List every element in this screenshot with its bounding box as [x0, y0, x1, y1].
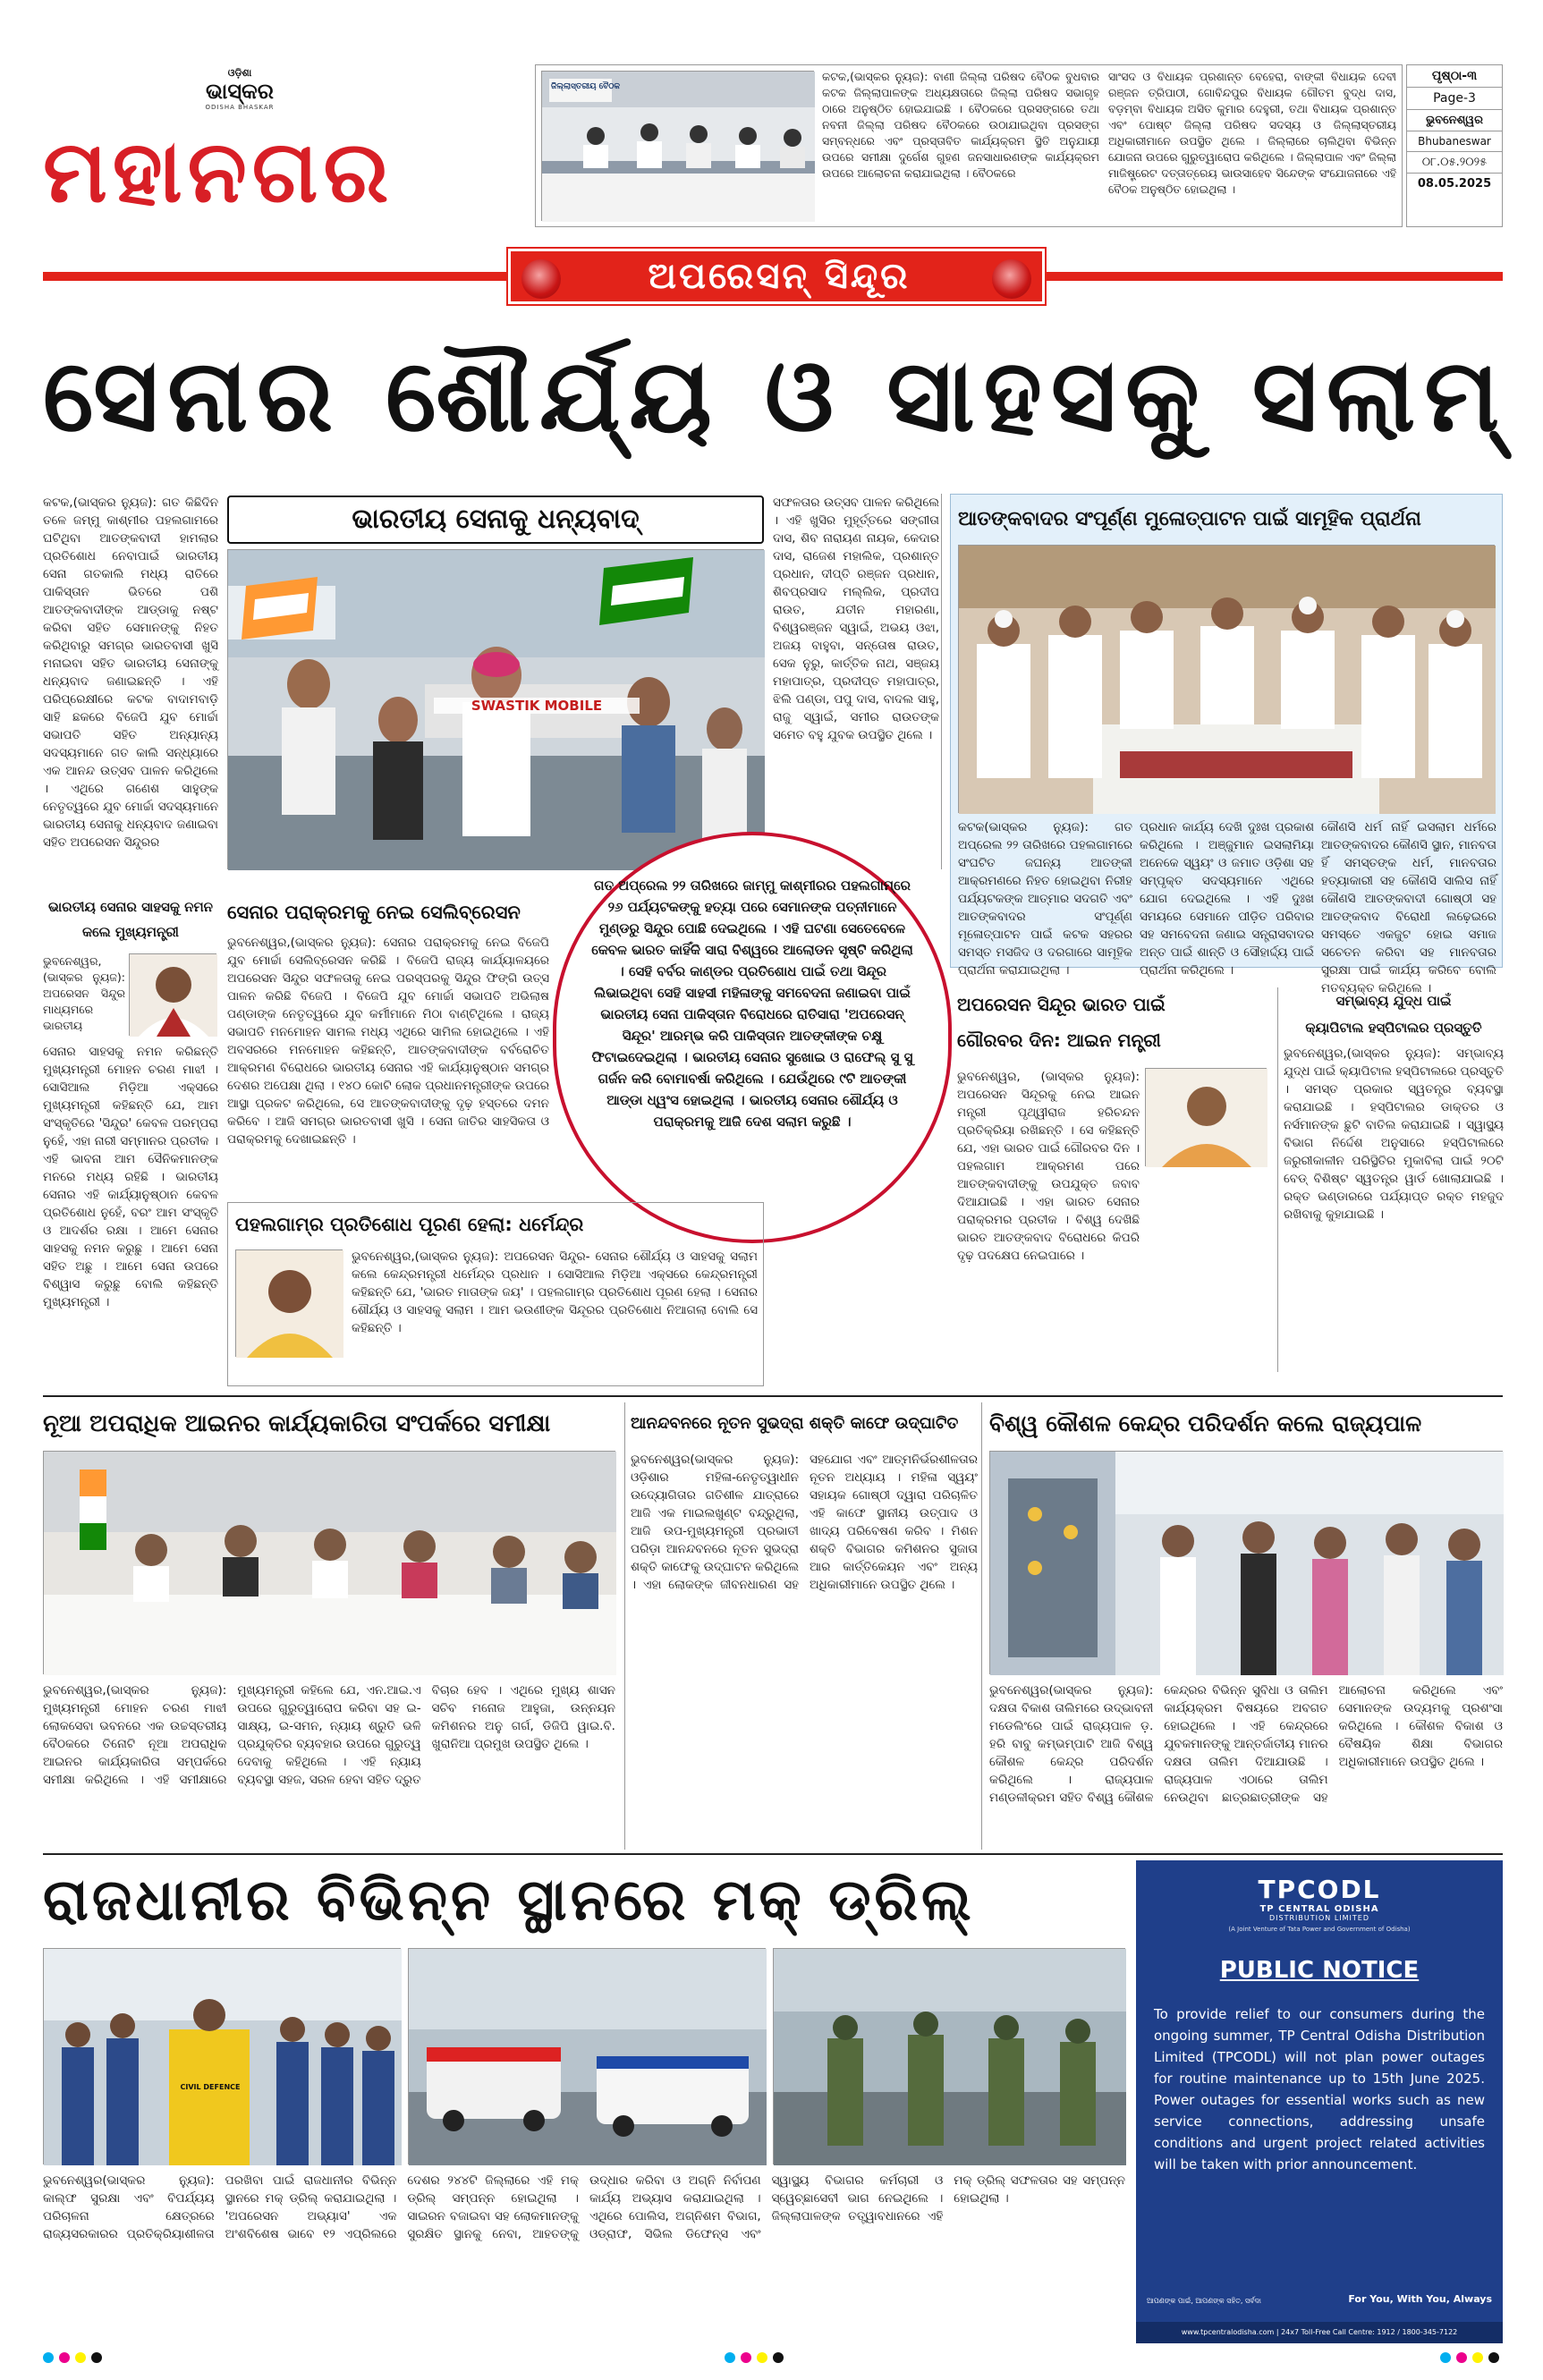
prayer-photo: [958, 545, 1495, 813]
law-title-line1: ଅପରେସନ ସିନ୍ଦୂର ଭାରତ ପାଇଁ: [957, 994, 1166, 1015]
dharmendra-title: ପହଲଗାମ୍‌ର ପ୍ରତିଶୋଧ ପୂରଣ ହେଲା: ଧର୍ମେନ୍ଦ୍ର: [235, 1214, 584, 1235]
cm-title: ଭାରତୀୟ ସେନାର ସାହସକୁ ନମନ କଲେ ମୁଖ୍ୟମନ୍ତ୍ରୀ: [47, 899, 214, 940]
top-story: [535, 64, 1403, 227]
public-notice-body: To provide relief to our consumers during the ongoing summer, TP Central Odisha Distribution Limited (TPCODL) will not plan power outages for routine maintenance up to 15th June 2025. Power outages for essential works such as new service connections, addressing unsafe conditions and urgent project related activities will be taken with prior announcement.: [1154, 2006, 1485, 2172]
law-photo: [1145, 1068, 1267, 1166]
celebration-story: [227, 894, 554, 1190]
date-en: 08.05.2025: [1417, 177, 1492, 191]
celebration-body: ଭୁବନେଶ୍ୱର,(ଭାସ୍କର ନ୍ୟୁଜ): ସେନାର ପରାକ୍ରମକୁ ନେଇ ବିଜେପି ଯୁବ ମୋର୍ଚ୍ଚା ସେଲିବ୍ରେସନ କରିଛି । ବିଜେପି ରାଜ୍ୟ କାର୍ଯ୍ୟାଳୟରେ ଅପରେସନ ସିନ୍ଦୁର ସଫଳତାକୁ ନେଇ ପରସ୍ପରକୁ ସିନ୍ଦୁର ଫିଙ୍ଗି ଉତ୍ସ ପାଳନ କରିଛି ବିଜେପି । ବିଜେପି ଯୁବ ମୋର୍ଚ୍ଚା ସଭାପତି ଅଭିଲାଷ ପଣ୍ଡାଙ୍କ ନେତୃତ୍ୱରେ ଯୁବ କର୍ମୀମାନେ ମିଠା ବାଣ୍ଟିଥିଲେ । ରାଜ୍ୟ ସଭାପତି ମନମୋହନ ସାମଲ ମଧ୍ୟ ଏଥିରେ ସାମିଲ ହୋଇଥିଲେ । ଏହି ଅବସରରେ ମନମୋହନ କହିଛନ୍ତି, ଆତଙ୍କବାଦୀଙ୍କ ବର୍ବରୋଚିତ ଆକ୍ରମଣ ବିରୋଧରେ ଭାରତୀୟ ସେନାର ଏହି କାର୍ଯ୍ୟାନୁଷ୍ଠାନ ସମଗ୍ର ଦେଶର ଅପେକ୍ଷା ଥିଲା । ୧୪୦ କୋଟି ଲୋକ ପ୍ରଧାନମନ୍ତ୍ରୀଙ୍କ ଉପରେ ଆସ୍ଥା ପ୍ରକଟ କରିଥିଲେ, ସେ ଆତଙ୍କବାଦୀଙ୍କୁ ଦୃଢ଼ ହସ୍ତରେ ଦମନ କରିବେ । ଆଜି ସମଗ୍ର ଭାରତବାସୀ ଖୁସି । ସେନା ଜାତିର ସାହସିକତା ଓ ପରାକ୍ରମକୁ ଦେଖାଇଛନ୍ତି ।: [227, 936, 554, 1147]
hospital-body: ଭୁବନେଶ୍ୱର,(ଭାସ୍କର ନ୍ୟୁଜ): ସମ୍ଭାବ୍ୟ ଯୁଦ୍ଧ ପାଇଁ କ୍ୟାପିଟାଲ ହସ୍ପିଟାଲରେ ପ୍ରସ୍ତୁତି । ସମସ୍ତ ପ୍ରକାର ସ୍ୱତନ୍ତ୍ର ବ୍ୟବସ୍ଥା କରାଯାଇଛି । ହସ୍ପିଟାଲର ଡାକ୍ତର ଓ ନର୍ସମାନଙ୍କ ଛୁଟି ବାତିଲ କରାଯାଇଛି । ସ୍ୱାସ୍ଥ୍ୟ ବିଭାଗ ନିର୍ଦ୍ଦେଶ ଅନୁସାରେ ହସ୍ପିଟାଲରେ ଜରୁରୀକାଳୀନ ପରିସ୍ଥିତିର ମୁକାବିଲା ପାଇଁ ୨୦ଟି ବେଡ୍ ବିଶିଷ୍ଟ ସ୍ୱତନ୍ତ୍ର ୱାର୍ଡ ଖୋଲାଯାଇଛି । ରକ୍ତ ଭଣ୍ଡାରରେ ପର୍ଯ୍ୟାପ୍ତ ରକ୍ତ ମହଜୁଦ ରଖିବାକୁ କୁହାଯାଇଛି ।: [1284, 1046, 1508, 1222]
tpcodl-logo: [1136, 1875, 1503, 1933]
civil-defence-photo: [44, 1949, 402, 2165]
mock-drill-photo-1: [43, 1948, 401, 2164]
skill-centre-photo: [990, 1452, 1504, 1675]
cm-photo: [129, 953, 216, 1036]
top-story-col2: ସାଂସଦ ଓ ବିଧାୟକ ପ୍ରଶାନ୍ତ ବେହେରା, ବାଙ୍କୀ ବିଧାୟକ ଦେବୀ ରଞ୍ଜନ ତ୍ରିପାଠୀ, ଗୋବିନ୍ଦପୁର ବିଧାୟକ ଗୌତମ ବୁଦ୍ଧ ଦାସ, ବଡ଼ମ୍ବା ବିଧାୟକ ଅସିତ କୁମାର ଦେହୁରୀ, ତଥା ବିଧାୟକ ପ୍ରଶାନ୍ତ ଏବଂ ପୋଷ୍ଟ ଜିଲ୍ଲା ପରିଷଦ ସଦସ୍ୟ ଓ ଜିଲ୍ଲାସ୍ତରୀୟ ଅଧିକାରୀମାନେ ଉପସ୍ଥିତ ଥିଲେ । ଜିଲ୍ଲାରେ ଚାଲିଥିବା ବିଭିନ୍ନ ଯୋଜନା ଉପରେ ଗୁରୁତ୍ୱାରୋପ କରିଥିଲେ । ଜିଲ୍ଲାପାଳ ଏବଂ ଜିଲ୍ଲା ମାଜିଷ୍ଟ୍ରେଟ ଦତ୍ତାତ୍ରେୟ ଭାଉସାହେବ ସିନ୍ଦେଙ୍କ ସଂଯୋଜନାରେ ଏହି ବୈଠକ ଅନୁଷ୍ଠିତ ହୋଇଥିଲା ।: [1108, 70, 1400, 196]
mock-drill-photo-2: [408, 1948, 766, 2164]
page-en: Page-3: [1407, 88, 1502, 110]
governor-body: ଭୁବନେଶ୍ୱର(ଭାସ୍କର ନ୍ୟୁଜ): ଦକ୍ଷତା ବିକାଶ ତାଲିମରେ ଉଦ୍ଭାବନୀ ମଡେଲିଂରେ ପାଇଁ ରାଜ୍ୟପାଳ ଡ଼. ହରି ବାବୁ କମ୍ଭମ୍ପାଟି ଆଜି ବିଶ୍ୱ କୌଶଳ କେନ୍ଦ୍ର ପରିଦର୍ଶନ କରିଥିଲେ । ରାଜ୍ୟପାଳ ମଣ୍ଡଳୀକ୍ରମ ସହିତ ବିଶ୍ୱ କୌଶଳ କେନ୍ଦ୍ରର ବିଭିନ୍ନ ସୁବିଧା ଓ ତାଲିମ କାର୍ଯ୍ୟକ୍ରମ ବିଷୟରେ ଅବଗତ ହୋଇଥିଲେ । ଏହି କେନ୍ଦ୍ରରେ ଯୁବକମାନଙ୍କୁ ଆନ୍ତର୍ଜାତୀୟ ମାନର ଦକ୍ଷତା ତାଲିମ ଦିଆଯାଉଛି । ରାଜ୍ୟପାଳ ଏଠାରେ ତାଲିମ ନେଉଥିବା ଛାତ୍ରଛାତ୍ରୀଙ୍କ ସହ ଆଲୋଚନା କରିଥିଲେ ଏବଂ ସେମାନଙ୍କ ଉଦ୍ୟମକୁ ପ୍ରଶଂସା କରିଥିଲେ । କୌଶଳ ବିକାଶ ଓ ବୈଷୟିକ ଶିକ୍ଷା ବିଭାଗର ଅଧିକାରୀମାନେ ଉପସ୍ଥିତ ଥିଲେ ।: [989, 1683, 1507, 1805]
brand-small: ଓଡ଼ିଶା: [227, 67, 252, 79]
hospital-title-line1: ସମ୍ଭାବ୍ୟ ଯୁଦ୍ଧ ପାଇଁ: [1335, 993, 1452, 1009]
city-odia: ଭୁବନେଶ୍ୱର: [1407, 110, 1502, 131]
brand-sub: ODISHA BHASKAR: [205, 104, 275, 111]
meeting-photo: [542, 72, 815, 222]
criminal-law-story: [43, 1402, 620, 1850]
prayer-col2: ପ୍ରଧାନ କାର୍ଯ୍ୟ ଦେଖି ଦୁଃଖ ପ୍ରକାଶ କରିଥିଲେ । ଅଞ୍ଜୁମାନ ଇସଲାମିୟା ଅନେକେ ସ୍ୱୟଂ ଓ ଜମାତ ଓଡ଼ିଶା ସହ ସମ୍ପୃକ୍ତ ସଦସ୍ୟମାନେ ଏଥିରେ ଯୋଗ ଦେଇଥିଲେ । ଏହି ଦୁଃଖ ସମୟରେ ସେମାନେ ପୀଡ଼ିତ ପରିବାର ସହ ସମବେଦନା ଜଣାଇ ସନ୍ତ୍ରାସବାଦର ଅନ୍ତ ପାଇଁ ଶାନ୍ତି ଓ ସୌହାର୍ଦ୍ଦ୍ୟ ପାଇଁ ପ୍ରାର୍ଥନା କରିଥିଲେ ।: [1140, 820, 1318, 978]
cm-portrait: [130, 954, 217, 1037]
brand-name: ଭାସ୍କର: [206, 79, 274, 104]
registration-marks-center: [725, 2352, 784, 2363]
governor-photo: [989, 1451, 1503, 1674]
ad-footer: www.tpcentralodisha.com | 24x7 Toll-Free Call Centre: 1912 / 1800-345-7122: [1136, 2322, 1503, 2343]
cafe-story: [624, 1402, 982, 1850]
soldiers-photo: [774, 1949, 1126, 2165]
ad-tagline-odia: ଆପଣଙ୍କ ପାଇଁ, ଆପଣଙ୍କ ସହିତ, ସର୍ବଦା: [1147, 2297, 1261, 2305]
cafe-title: ଆନନ୍ଦବନରେ ନୂତନ ସୁଭଦ୍ରା ଶକ୍ତି କାଫେ ଉଦ୍‌ଘାଟିତ: [631, 1414, 959, 1433]
review-meeting-photo: [44, 1452, 616, 1675]
public-notice-heading: PUBLIC NOTICE: [1219, 1957, 1420, 1984]
dharmendra-story: [227, 1202, 764, 1386]
banner-label-box: [508, 249, 1045, 304]
prayer-col1: କଟକ(ଭାସ୍କର ନ୍ୟୁଜ): ଗତ ଅପ୍ରେଲ ୨୨ ତାରିଖରେ ପହଲଗାମରେ ସଂଘଟିତ ଜଘନ୍ୟ ଆତଙ୍କୀ ଆକ୍ରମଣରେ ନିହତ ହୋଇଥିବା ନିରୀହ ପର୍ଯ୍ୟଟକଙ୍କ ଆତ୍ମାର ସଦଗତି ଏବଂ ଆତଙ୍କବାଦର ସଂପୂର୍ଣ୍ଣ ମୂଳୋତ୍ପାଟନ ପାଇଁ କଟକ ସହରର ସମସ୍ତ ମସଜିଦ ଓ ଦରଗାରେ ସାମୂହିକ ପ୍ରାର୍ଥନା କରାଯାଇଥିଲା ।: [958, 820, 1137, 978]
masthead: [43, 64, 526, 227]
center-highlight-box: [553, 832, 952, 1243]
mock-drill-photo-3: [773, 1948, 1125, 2164]
shop-sign: SWASTIK MOBILE: [434, 698, 640, 714]
celebration-title: ସେନାର ପରାକ୍ରମକୁ ନେଇ ସେଲିବ୍ରେସନ: [227, 902, 521, 923]
dharmendra-portrait: [236, 1250, 343, 1358]
tpcodl-ad: [1136, 1860, 1503, 2343]
cafe-body: ଭୁବନେଶ୍ୱର(ଭାସ୍କର ନ୍ୟୁଜ): ଓଡ଼ିଶାର ମହିଳା-ନେତୃତ୍ୱାଧୀନ ଉଦ୍ୟୋଗିତାର ଗତିଶୀଳ ଯାତ୍ରାରେ ଆଜି ଏକ ମାଇଲଖୁଣ୍ଟ ବନ୍ଦ୍ରୁଥିଲା, ଆଜି ଉପ-ମୁଖ୍ୟମନ୍ତ୍ରୀ ପ୍ରଭାତୀ ପରିଡ଼ା ଆନନ୍ଦବନରେ ନୂତନ ସୁଭଦ୍ରା ଶକ୍ତି କାଫେକୁ ଉଦ୍‌ଘାଟନ କରିଥିଲେ । ଏହା ଲୋକଙ୍କ ଜୀବନଧାରଣ ସହ ସହଯୋଗ ଏବଂ ଆତ୍ମନିର୍ଭରଶୀଳତାର ନୂତନ ଅଧ୍ୟାୟ । ମହିଳା ସ୍ୱୟଂ ସହାୟକ ଗୋଷ୍ଠୀ ଦ୍ୱାରା ପରିଚାଳିତ ଏହି କାଫେ ସ୍ଥାନୀୟ ଉତ୍ପାଦ ଓ ଖାଦ୍ୟ ପରିବେଷଣ କରିବ । ମିଶନ ଶକ୍ତି ବିଭାଗର କମିଶନର ସୁଜାତା ଆର କାର୍ତ୍ତିକେୟନ ଏବଂ ଅନ୍ୟ ଅଧିକାରୀମାନେ ଉପସ୍ଥିତ ଥିଲେ ।: [631, 1453, 982, 1592]
governor-story: [989, 1402, 1507, 1850]
dharmendra-body: ଭୁବନେଶ୍ୱର,(ଭାସ୍କର ନ୍ୟୁଜ): ଅପରେସନ ସିନ୍ଦୁର- ସେନାର ଶୌର୍ଯ୍ୟ ଓ ସାହସକୁ ସଲାମ କଲେ କେନ୍ଦ୍ରମନ୍ତ୍ରୀ ଧର୍ମେନ୍ଦ୍ର ପ୍ରଧାନ । ସୋସିଆଲ ମିଡ଼ିଆ ଏକ୍ସରେ କେନ୍ଦ୍ରମନ୍ତ୍ରୀ କହିଛନ୍ତି ଯେ, 'ଭାରତ ମାତାଙ୍କ ଜୟ' । ପହଲଗାମ୍‌ର ପ୍ରତିଶୋଧ ପୂରଣ ହେଲା । ସେନାର ଶୌର୍ଯ୍ୟ ଓ ସାହସକୁ ସଲାମ । ଆମ ଭଉଣୀଙ୍କ ସିନ୍ଦୂରର ପ୍ରତିଶୋଧ ନିଆଗଲା ବୋଲି ସେ କହିଛନ୍ତି ।: [352, 1249, 762, 1335]
prayer-col3: କୌଣସି ଧର୍ମ ନାହିଁ ଇସଲାମ ଧର୍ମରେ ଆତଙ୍କବାଦର କୌଣସି ସ୍ଥାନ, ମାନବତା ହିଁ ସମସ୍ତଙ୍କ ଧର୍ମ, ମାନବତାର ହତ୍ୟାକାରୀ ସହ କୌଣସି ସାଲିସ ନାହିଁ କୌଣସି ଆତଙ୍କବାଦୀ ଗୋଷ୍ଠୀ ସହ ଆତଙ୍କବାଦ ବିରୋଧୀ ଲଢ଼େଇରେ ସମସ୍ତେ ଏକଜୁଟ ହୋଇ ସମାଜ ସଚେତନ କରିବା ସହ ମାନବତାର ସୁରକ୍ଷା ପାଇଁ କାର୍ଯ୍ୟ କରିବେ ବୋଲି ମତବ୍ୟକ୍ତ କରିଥିଲେ ।: [1321, 820, 1501, 995]
prayer-story: [950, 494, 1503, 995]
tpcodl-logo-sub: TP CENTRAL ODISHA: [1259, 1904, 1379, 1914]
date-odia: ୦୮.୦୫.୨୦୨୫: [1407, 152, 1502, 174]
governor-title: ବିଶ୍ୱ କୌଶଳ କେନ୍ଦ୍ର ପରିଦର୍ଶନ କଲେ ରାଜ୍ୟପାଳ: [989, 1410, 1422, 1436]
law-title-line2: ଗୌରବର ଦିନ: ଆଇନ ମନ୍ତ୍ରୀ: [957, 1029, 1161, 1051]
ad-tagline-en: For You, With You, Always: [1348, 2293, 1492, 2305]
registration-marks-left: [43, 2352, 102, 2363]
cm-story: [43, 894, 223, 1395]
banner-label: ଅପରେସନ୍ ସିନ୍ଦୂର: [648, 256, 911, 297]
cm-lead: ଭୁବନେଶ୍ୱର, (ଭାସ୍କର ନ୍ୟୁଜ): ଅପରେସନ ସିନ୍ଦୁର ମାଧ୍ୟମରେ ଭାରତୀୟ: [43, 954, 129, 1032]
tpcodl-logo-sub2: DISTRIBUTION LIMITED: [1269, 1914, 1369, 1922]
tpcodl-logo-text: TPCODL: [1258, 1875, 1381, 1904]
photo-banner-text: ଜିଲ୍ଲାସ୍ତରୀୟ ବୈଠକ: [551, 82, 620, 91]
tpcodl-jv: (A Joint Venture of Tata Power and Government of Odisha): [1228, 1926, 1411, 1933]
cm-body: ସେନାର ସାହସକୁ ନମନ କରିଛନ୍ତି ମୁଖ୍ୟମନ୍ତ୍ରୀ ମୋହନ ଚରଣ ମାଝୀ । ସୋସିଆଲ ମିଡ଼ିଆ ଏକ୍ସରେ ମୁଖ୍ୟମନ୍ତ୍ରୀ କହିଛନ୍ତି ଯେ, ଆମ ସଂସ୍କୃତିରେ 'ସିନ୍ଦୁର' କେବଳ ପରମ୍ପରା ନୁହେଁ, ଏହା ନାରୀ ସମ୍ମାନର ପ୍ରତୀକ । ଏହି ଭାବନା ଆମ ସୈନିକମାନଙ୍କ ମନରେ ମଧ୍ୟ ରହିଛି । ଭାରତୀୟ ସେନାର ଏହି କାର୍ଯ୍ୟାନୁଷ୍ଠାନ କେବଳ ପ୍ରତିଶୋଧ ନୁହେଁ, ବରଂ ଆମ ସଂସ୍କୃତି ଓ ଆଦର୍ଶର ରକ୍ଷା । ଆମେ ସେନାର ସାହସକୁ ନମନ କରୁଛୁ । ଆମେ ସେନା ସହିତ ଅଛୁ । ଆମେ ସେନା ଉପରେ ବିଶ୍ୱାସ କରୁଛୁ ବୋଲି କହିଛନ୍ତି ମୁଖ୍ୟମନ୍ତ୍ରୀ ।: [43, 1045, 223, 1309]
criminal-law-body: ଭୁବନେଶ୍ୱର,(ଭାସ୍କର ନ୍ୟୁଜ): ମୁଖ୍ୟମନ୍ତ୍ରୀ ମୋହନ ଚରଣ ମାଝୀ ଲୋକସେବା ଭବନରେ ଏକ ଉଚ୍ଚସ୍ତରୀୟ ବୈଠକରେ ତିନୋଟି ନୂଆ ଅପରାଧିକ ଆଇନର କାର୍ଯ୍ୟକାରିତା ସମ୍ପର୍କରେ ସମୀକ୍ଷା କରିଥିଲେ । ଏହି ସମୀକ୍ଷାରେ ମୁଖ୍ୟମନ୍ତ୍ରୀ କହିଲେ ଯେ, ଏନ.ଆଇ.ଏ ଉପରେ ଗୁରୁତ୍ୱାରୋପ କରିବା ସହ ଇ-ସାକ୍ଷ୍ୟ, ଇ-ସମନ, ନ୍ୟାୟ ଶ୍ରୁତି ଭଳି ପ୍ରଯୁକ୍ତିର ବ୍ୟବହାର ଉପରେ ଗୁରୁତ୍ୱ ଦେବାକୁ କହିଥିଲେ । ଏହି ନ୍ୟାୟ ବ୍ୟବସ୍ଥା ସହଜ, ସରଳ ହେବା ସହିତ ଦ୍ରୁତ ବିଚାର ହେବ । ଏଥିରେ ମୁଖ୍ୟ ଶାସନ ସଚିବ ମନୋଜ ଆହୁଜା, ଉନ୍ନୟନ କମିଶନର ଅନୁ ଗର୍ଗ, ଡିଜିପି ୱାଇ.ବି. ଖୁରାନିଆ ପ୍ରମୁଖ ଉପସ୍ଥିତ ଥିଲେ ।: [43, 1683, 620, 1787]
city-en: Bhubaneswar: [1407, 131, 1502, 152]
mock-drill-story: [43, 1860, 1130, 2343]
hospital-story: [1277, 987, 1508, 1372]
minister-portrait: [1146, 1069, 1267, 1167]
law-body: ଭୁବନେଶ୍ୱର, (ଭାସ୍କର ନ୍ୟୁଜ): ଅପରେସନ ସିନ୍ଦୂରକୁ ନେଇ ଆଇନ ମନ୍ତ୍ରୀ ପୃଥ୍ୱୀରାଜ ହରିଚନ୍ଦନ ପ୍ରତିକ୍ରିୟା ରଖିଛନ୍ତି । ସେ କହିଛନ୍ତି ଯେ, ଏହା ଭାରତ ପାଇଁ ଗୌରବର ଦିନ । ପହଲଗାମ ଆକ୍ରମଣ ପରେ ଆତଙ୍କବାଦୀଙ୍କୁ ଉପଯୁକ୍ତ ଜବାବ ଦିଆଯାଇଛି । ଏହା ଭାରତ ସେନାର ପରାକ୍ରମର ପ୍ରତୀକ । ବିଶ୍ୱ ଦେଖିଛି ଭାରତ ଆତଙ୍କବାଦ ବିରୋଧରେ କିପରି ଦୃଢ଼ ପଦକ୍ଷେପ ନେଇପାରେ ।: [957, 1070, 1144, 1263]
mock-drill-body: ଭୁବନେଶ୍ୱର(ଭାସ୍କର ନ୍ୟୁଜ): କାଲ୍ଫ ସୁରକ୍ଷା ଏବଂ ବିପର୍ଯ୍ୟୟ ପରିଚାଳନା କ୍ଷେତ୍ରରେ ରାଜ୍ୟସରକାରର ପ୍ରତିକ୍ରିୟାଶୀଳତା ପରଖିବା ପାଇଁ ରାଜଧାନୀର ବିଭିନ୍ନ ସ୍ଥାନରେ ମକ୍ ଡ୍ରିଲ୍ କରାଯାଇଥିଲା । 'ଅପରେସନ ଅଭ୍ୟାସ' ଏକ ଅଂଶବିଶେଷ ଭାବେ ୧୨ ଏପ୍ରିଲରେ ଦେଶର ୨୪୪ଟି ଜିଲ୍ଲାରେ ଏହି ମକ୍ ଡ୍ରିଲ୍ ସମ୍ପନ୍ନ ହୋଇଥିଲା । ସାଇରନ ବଜାଇବା ସହ ଲୋକମାନଙ୍କୁ ସୁରକ୍ଷିତ ସ୍ଥାନକୁ ନେବା, ଆହତଙ୍କୁ ଉଦ୍ଧାର କରିବା ଓ ଅଗ୍ନି ନିର୍ବାପଣ କାର୍ଯ୍ୟ ଅଭ୍ୟାସ କରାଯାଇଥିଲା । ଏଥିରେ ପୋଲିସ, ଅଗ୍ନିଶମ ବିଭାଗ, ଓଡ୍ରାଫ, ସିଭିଲ ଡିଫେନ୍ସ ଏବଂ ସ୍ୱାସ୍ଥ୍ୟ ବିଭାଗର କର୍ମଚାରୀ ଓ ସ୍ୱେଚ୍ଛାସେବୀ ଭାଗ ନେଇଥିଲେ । ଜିଲ୍ଲାପାଳଙ୍କ ତତ୍ତ୍ୱାବଧାନରେ ଏହି ମକ୍ ଡ୍ରିଲ୍ ସଫଳତାର ସହ ସମ୍ପନ୍ନ ହୋଇଥିଲା ।: [43, 2173, 1130, 2241]
sindoor-bowl-icon: [521, 259, 561, 299]
top-story-photo: [541, 71, 814, 221]
thanks-col-left: କଟକ,(ଭାସ୍କର ନ୍ୟୁଜ): ଗତ କିଛିଦିନ ତଳେ ଜମ୍ମୁ କାଶ୍ମୀର ପହଲଗାମରେ ଘଟିଥିବା ଆତଙ୍କବାଦୀ ହାମଲାର ପ୍ରତିଶୋଧ ନେବାପାଇଁ ଭାରତୀୟ ସେନା ଗତକାଲି ମଧ୍ୟ ରାତିରେ ପାକିସ୍ତାନ ଭିତରେ ପଶି ଆତଙ୍କବାଦୀଙ୍କ ଆଡ୍ଡାକୁ ନଷ୍ଟ କରିବା ସହିତ ସେମାନଙ୍କୁ ନିହତ କରିଥିବାରୁ ସମଗ୍ର ଭାରତବାସୀ ଖୁସି ମନାଇବା ସହିତ ଭାରତୀୟ ସେନାଙ୍କୁ ଧନ୍ୟବାଦ ଜଣାଇଛନ୍ତି । ଏହି ପରିପ୍ରେକ୍ଷୀରେ କଟକ ବାଦାମବାଡ଼ି ସାହି ଛକରେ ବିଜେପି ଯୁବ ମୋର୍ଚ୍ଚା ସଭାପତି ସହିତ ଅନ୍ୟାନ୍ୟ ସଦସ୍ୟମାନେ ଗତ କାଲି ସନ୍ଧ୍ୟାରେ ଏକ ଆନନ୍ଦ ଉତ୍ସବ ପାଳନ କରିଥିଲେ । ଏଥିରେ ଗଣେଶ ସାହୁଙ୍କ ନେତୃତ୍ୱରେ ଯୁବ ମୋର୍ଚ୍ଚା ସଦସ୍ୟମାନେ ଭାରତୀୟ ସେନାକୁ ଧନ୍ୟବାଦ ଜଣାଇବା ସହିତ ଅପରେସନ ସିନ୍ଦୁରର: [43, 495, 223, 850]
thanks-title: ଭାରତୀୟ ସେନାକୁ ଧନ୍ୟବାଦ୍: [352, 504, 640, 535]
criminal-law-title: ନୂଆ ଅପରାଧିକ ଆଇନର କାର୍ଯ୍ୟକାରିତା ସଂପର୍କରେ ସମୀକ୍ଷା: [43, 1410, 551, 1437]
prayer-gathering-photo: [959, 546, 1496, 814]
mock-drill-title: ରାଜଧାନୀର ବିଭିନ୍ନ ସ୍ଥାନରେ ମକ୍ ଡ୍ରିଲ୍: [43, 1868, 975, 1934]
top-story-col1: କଟକ,(ଭାସ୍କର ନ୍ୟୁଜ): ବାଣୀ ଜିଲ୍ଲା ପରିଷଦ ବୈଠକ ବୁଧବାର କଟକ ଜିଲ୍ଲାପାଳଙ୍କ ଅଧ୍ୟକ୍ଷତାରେ ଜିଲ୍ଲା ପରିଷଦ ସଭାଗୃହ ଠାରେ ଅନୁଷ୍ଠିତ ହୋଇଯାଇଛି । ବୈଠକରେ ପ୍ରସଙ୍ଗରେ ତଥା ନବନୀ ଜିଲ୍ଲା ପରିଷଦ ବୈଠକରେ ଉଠାଯାଇଥିବା ପ୍ରସଙ୍ଗ ସମ୍ବନ୍ଧରେ ଏବଂ ପ୍ରସ୍ତାବିତ କାର୍ଯ୍ୟକ୍ରମ ସ୍ଥିତି ଅନୁଯାୟୀ ଉପରେ ସମୀକ୍ଷା ଦୁର୍ଗେଶ ଗୁହଣ ଜନସାଧାରଣଙ୍କ କାର୍ଯ୍ୟକ୍ରମ ଉପରେ ଆଲୋଚନା କରାଯାଇଥିଲା । ବୈଠକରେ: [822, 70, 1103, 180]
hospital-title-line2: କ୍ୟାପିଟାଲ ହସ୍ପିଟାଲର ପ୍ରସ୍ତୁତି: [1305, 1020, 1482, 1036]
banner-bar: [43, 249, 1503, 304]
main-headline: ସେନାର ଶୌର୍ଯ୍ୟ ଓ ସାହସକୁ ସଲାମ୍: [43, 338, 1508, 454]
sindoor-bowl-icon: [992, 259, 1031, 299]
law-minister-story: [957, 987, 1270, 1372]
masthead-title: ମହାନଗର: [43, 122, 394, 222]
dharmendra-photo: [235, 1249, 343, 1357]
thanks-title-box: [227, 495, 764, 544]
prayer-title: ଆତଙ୍କବାଦର ସଂପୂର୍ଣ୍ଣ ମୁଳୋତ୍ପାଟନ ପାଇଁ ସାମୂହିକ ପ୍ରାର୍ଥନା: [958, 508, 1421, 530]
thanks-col-right: ସଫଳତାର ଉତ୍ସବ ପାଳନ କରିଥିଲେ । ଏହି ଖୁସିର ମୁହୂର୍ତ୍ତରେ ସଙ୍ଗୀତା ଦାସ, ଶିବ ନାରାୟଣ ନାୟକ, କେଦାର ଦାସ, ରାଜେଶ ମହାଲିକ, ପ୍ରଶାନ୍ତ ପ୍ରଧାନ, ଦୀପ୍ତି ରଞ୍ଜନ ପ୍ରଧାନ, ଶିବପ୍ରସାଦ ମଲ୍ଲିକ, ପ୍ରଦୀପ ରାଉତ, ଯତୀନ ମହାରଣା, ବିଶ୍ୱରଞ୍ଜନ ସ୍ୱାଇଁ, ଅଭୟ ଓଝା, ଅଜୟ ବାହୁବା, ସନ୍ତୋଷ ରାଉତ, ସେକ ନୁରୁ, କାର୍ତ୍ତିକ ନାଥ, ସଞ୍ଜୟ ମହାପାତ୍ର, ପ୍ରଦୀପ୍ତ ମହାପାତ୍ର, ଝିଲି ପଣ୍ଡା, ପପୁ ଦାସ, ବାଦଲ ସାହୁ, ରାଜୁ ସ୍ୱାଇଁ, ସମୀର ରାଉତଙ୍କ ସମେତ ବହୁ ଯୁବକ ଉପସ୍ଥିତ ଥିଲେ ।: [773, 495, 944, 742]
thanks-story: [43, 494, 942, 869]
section-divider: [43, 1395, 1503, 1397]
thanks-photo: [227, 549, 764, 869]
criminal-law-photo: [43, 1451, 615, 1674]
brand-logo: [182, 68, 298, 120]
page-odia: ପୃଷ୍ଠା-୩: [1407, 65, 1502, 88]
center-highlight-text: ଗତ ଅପ୍ରେଲ ୨୨ ତାରିଖରେ ଜାମ୍ମୁ କାଶ୍ମୀରର ପହଲଗାମ୍‌ରେ ୨୬ ପର୍ଯ୍ୟଟକଙ୍କୁ ହତ୍ୟା ପରେ ସେମାନଙ୍କ ପତ୍ନୀମାନେ ମୁଣ୍ଡରୁ ସିନ୍ଦୁର ପୋଛି ଦେଇଥିଲେ । ଏହି ଘଟଣା ସେତେବେଳେ କେବଳ ଭାରତ କାହିଁକି ସାରା ବିଶ୍ୱରେ ଆଲୋଡନ ସୃଷ୍ଟି କରିଥିଲା । ସେହି ବର୍ବର କାଣ୍ଡର ପ୍ରତିଶୋଧ ପାଇଁ ତଥା ସିନ୍ଦୂର ଲିଭାଇଥିବା ସେହି ସାହସୀ ମହିଳାଙ୍କୁ ସମବେଦନା ଜଣାଇବା ପାଇଁ ଭାରତୀୟ ସେନା ପାକିସ୍ତାନ ବିରୋଧରେ ରାତିସାରା 'ଅପରେସନ୍ ସିନ୍ଦୂର' ଆରମ୍ଭ କରି ପାକିସ୍ତାନ ଆତଙ୍କୀଙ୍କ ଚକ୍ଷୁ ଫିଟାଇଦେଇଥିଲା । ଭାରତୀୟ ସେନାର ସୁଖୋଇ ଓ ରାଫେଲ୍ ସୁ ସୁ ଗର୍ଜନ କରି ବୋମାବର୍ଷା କରିଥିଲେ । ଯେଉଁଥିରେ ୯ଟି ଆତଙ୍କୀ ଆଡ୍ଡା ଧ୍ୱଂସ ହୋଇଥିଲା । ଭାରତୀୟ ସେନାର ଶୌର୍ଯ୍ୟ ଓ ପରାକ୍ରମକୁ ଆଜି ଦେଶ ସଲାମ କରୁଛି ।: [591, 877, 913, 1130]
police-vehicles-photo: [409, 1949, 767, 2165]
registration-marks-right: [1440, 2352, 1499, 2363]
civil-defence-sign: CIVIL DEFENCE: [180, 2083, 241, 2091]
section-divider: [43, 1853, 1503, 1855]
page-info: [1406, 64, 1503, 227]
